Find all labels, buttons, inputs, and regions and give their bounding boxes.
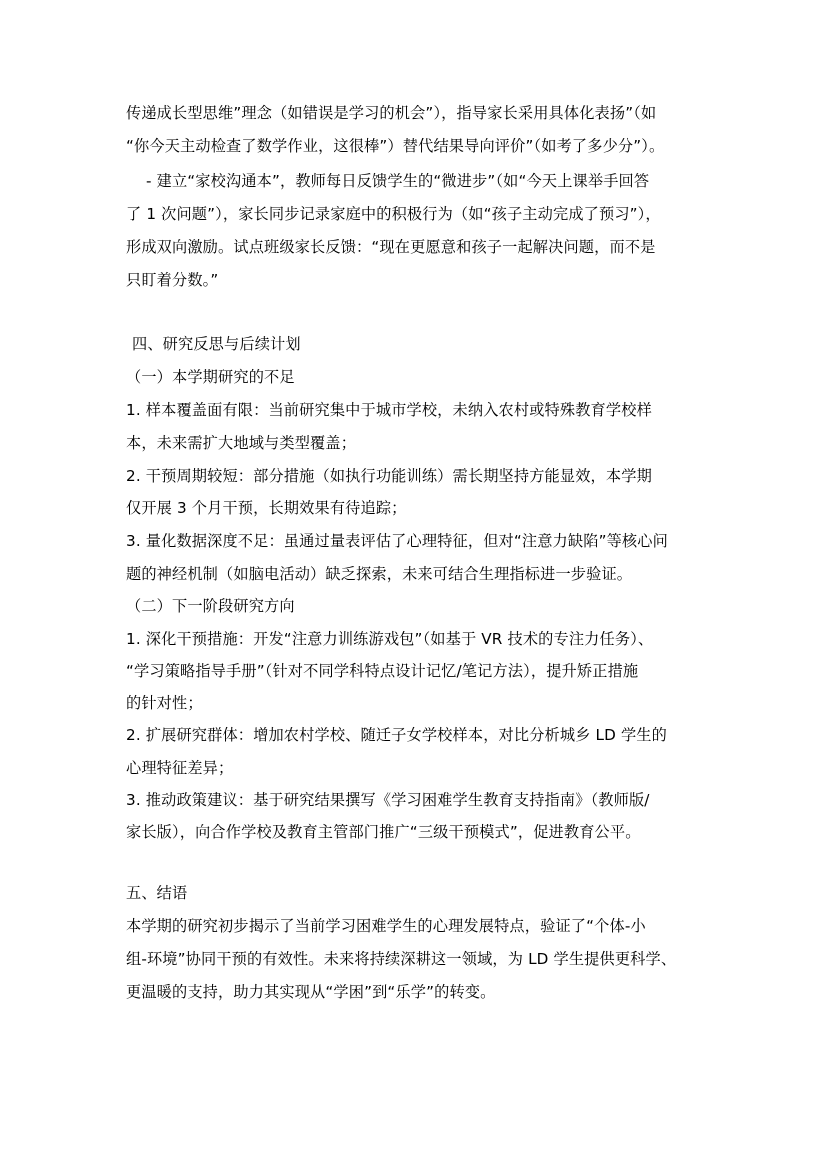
list-item-line: 2. 扩展研究群体：增加农村学校、随迁子女学校样本，对比分析城乡 LD 学生的 xyxy=(126,726,667,744)
list-item-line: 仅开展 3 个月干预，长期效果有待追踪； xyxy=(126,499,407,517)
bullet-paragraph-line: 形成双向激励。试点班级家长反馈：“现在更愿意和孩子一起解决问题，而不是 xyxy=(126,238,656,256)
bullet-paragraph-line: 只盯着分数。” xyxy=(126,271,219,289)
list-item-line: 3. 推动政策建议：基于研究结果撰写《学习困难学生教育支持指南》（教师版/ xyxy=(126,791,650,809)
list-item-line: 的针对性； xyxy=(126,694,203,712)
list-item-line: 家长版），向合作学校及教育主管部门推广“三级干预模式”，促进教育公平。 xyxy=(126,823,641,841)
bullet-paragraph-line: 了 1 次问题”），家长同步记录家庭中的积极行为（如“孩子主动完成了预习”）， xyxy=(126,205,661,223)
list-item-line: 心理特征差异； xyxy=(126,759,234,777)
section4-heading: 四、研究反思与后续计划 xyxy=(132,335,301,353)
bullet-paragraph-line: - 建立“家校沟通本”，教师每日反馈学生的“微进步”（如“今天上课举手回答 xyxy=(146,172,650,190)
list-item-line: 题的神经机制（如脑电活动）缺乏探索，未来可结合生理指标进一步验证。 xyxy=(126,565,633,583)
intro-paragraph-line: 传递成长型思维”理念（如错误是学习的机会”），指导家长采用具体化表扬”（如 xyxy=(126,104,657,122)
intro-paragraph-line: “你今天主动检查了数学作业，这很棒”）替代结果导向评价”（如考了多少分”）。 xyxy=(126,137,665,155)
conclusion-line: 更温暖的支持，助力其实现从“学困”到“乐学”的转变。 xyxy=(126,983,496,1001)
list-item-line: “学习策略指导手册”（针对不同学科特点设计记忆/笔记方法），提升矫正措施 xyxy=(126,662,639,680)
list-item-line: 1. 深化干预措施：开发“注意力训练游戏包”（如基于 VR 技术的专注力任务）、 xyxy=(126,630,654,648)
list-item-line: 1. 样本覆盖面有限：当前研究集中于城市学校，未纳入农村或特殊教育学校样 xyxy=(126,401,652,419)
list-item-line: 2. 干预周期较短：部分措施（如执行功能训练）需长期坚持方能显效，本学期 xyxy=(126,467,652,485)
conclusion-line: 组-环境”协同干预的有效性。未来将持续深耕这一领域，为 LD 学生提供更科学、 xyxy=(126,950,677,968)
section5-heading: 五、结语 xyxy=(126,884,188,902)
conclusion-line: 本学期的研究初步揭示了当前学习困难学生的心理发展特点，验证了“个体-小 xyxy=(126,917,646,935)
section4-sub1-heading: （一）本学期研究的不足 xyxy=(126,368,295,386)
list-item-line: 3. 量化数据深度不足：虽通过量表评估了心理特征，但对“注意力缺陷”等核心问 xyxy=(126,532,668,550)
list-item-line: 本，未来需扩大地域与类型覆盖； xyxy=(126,434,357,452)
section4-sub2-heading: （二）下一阶段研究方向 xyxy=(126,597,295,615)
